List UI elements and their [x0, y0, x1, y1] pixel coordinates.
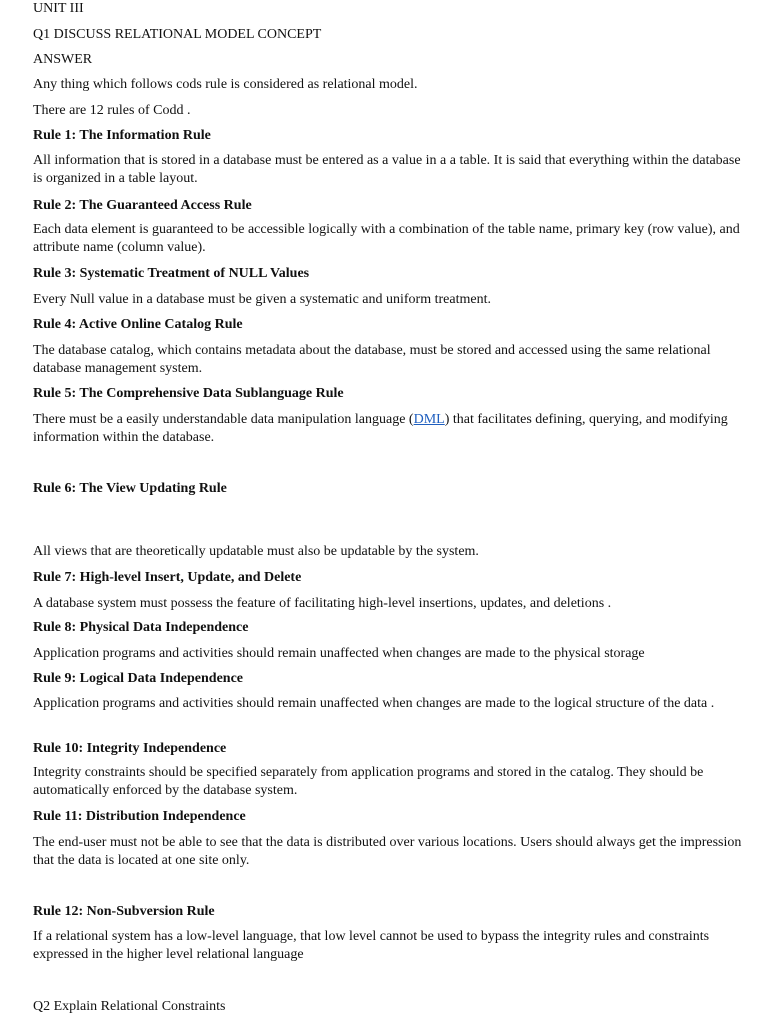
answer-label: ANSWER [33, 52, 93, 67]
rule-10-title: Rule 10: Integrity Independence [33, 741, 227, 756]
rule-11-title: Rule 11: Distribution Independence [33, 809, 246, 824]
question-heading: Q1 DISCUSS RELATIONAL MODEL CONCEPT [33, 27, 322, 42]
rule-10-body: Integrity constraints should be specified separately from application programs and stored in the catalog. They should be automatically enforced by the database system. [33, 765, 704, 798]
dml-link[interactable]: DML [413, 412, 445, 427]
rule-2-body: Each data element is guaranteed to be accessible logically with a combination of the table name, primary key (row value), and attribute name (column value). [33, 222, 740, 255]
rule-7-body: A database system must possess the feature of facilitating high-level insertions, updates, and deletions . [33, 596, 612, 611]
rule-2-title: Rule 2: The Guaranteed Access Rule [33, 198, 252, 213]
rule-5-title: Rule 5: The Comprehensive Data Sublanguage Rule [33, 386, 344, 401]
rule-3-title: Rule 3: Systematic Treatment of NULL Values [33, 266, 310, 281]
rule-9-title: Rule 9: Logical Data Independence [33, 671, 243, 686]
rule-11-body: The end-user must not be able to see that the data is distributed over various locations. Users should always get the impression that the data is located at one site only. [33, 835, 742, 868]
rule-8-body: Application programs and activities should remain unaffected when changes are made to the physical storage [33, 646, 645, 661]
rule-9-body: Application programs and activities should remain unaffected when changes are made to the logical structure of the data . [33, 696, 715, 711]
rule-7-title: Rule 7: High-level Insert, Update, and Delete [33, 570, 302, 585]
rule-12-title: Rule 12: Non-Subversion Rule [33, 904, 215, 919]
rule-4-title: Rule 4: Active Online Catalog Rule [33, 317, 243, 332]
rule-5-body-after: ) that facilitates defining, querying, and modifying information within the database. [33, 412, 728, 445]
rule-4-body: The database catalog, which contains metadata about the database, must be stored and accessed using the same relational database management system. [33, 343, 711, 376]
rule-1-body: All information that is stored in a database must be entered as a value in a a table. It is said that everything within the database is organized in a table layout. [33, 153, 741, 186]
rule-1-title: Rule 1: The Information Rule [33, 128, 211, 143]
rule-8-title: Rule 8: Physical Data Independence [33, 620, 249, 635]
rule-6-title: Rule 6: The View Updating Rule [33, 481, 227, 496]
next-question-heading: Q2 Explain Relational Constraints [33, 999, 226, 1014]
rule-5-body-before: There must be a easily understandable data manipulation language ( [33, 412, 414, 427]
rule-5-body [33, 411, 743, 447]
rule-3-body: Every Null value in a database must be given a systematic and uniform treatment. [33, 292, 491, 307]
rule-12-body: If a relational system has a low-level language, that low level cannot be used to bypass the integrity rules and constraints expressed in the higher level relational language [33, 929, 710, 962]
rule-6-body: All views that are theoretically updatable must also be updatable by the system. [33, 544, 479, 559]
intro-line-2: There are 12 rules of Codd . [33, 103, 191, 118]
intro-line-1: Any thing which follows cods rule is considered as relational model. [33, 77, 418, 92]
unit-heading: UNIT III [33, 1, 84, 16]
